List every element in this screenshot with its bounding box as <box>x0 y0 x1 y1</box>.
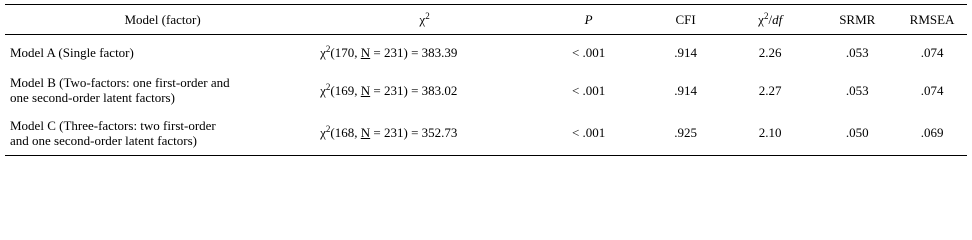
chi-prefix: χ <box>320 82 326 98</box>
cell-chi-square <box>320 35 529 71</box>
cell-p: < .001 <box>571 45 606 60</box>
chi-n: N <box>360 82 371 98</box>
cell-chi-df: 2.27 <box>758 82 782 98</box>
table-row <box>5 35 967 71</box>
chi-sup: 2 <box>325 81 331 92</box>
chi-open: (169, <box>330 82 361 98</box>
header-chidf-df: df <box>772 12 783 27</box>
chi-open: (170, <box>330 45 361 60</box>
model-line-1: Model C (Three-factors: two first-order <box>10 117 216 133</box>
table-row <box>5 110 967 156</box>
header-chi-square <box>320 5 529 35</box>
header-chidf-slash: / <box>768 12 773 27</box>
chi-n: N <box>360 125 371 140</box>
cell-p: < .001 <box>529 110 648 156</box>
header-chi-df <box>723 5 818 35</box>
header-chi-sup: 2 <box>425 11 430 21</box>
model-line-1: Model A (Single factor) <box>10 45 134 60</box>
cell-srmr: .050 <box>817 110 897 156</box>
cell-chi-df: 2.10 <box>723 110 818 156</box>
cell-chi-square <box>320 110 529 156</box>
table-header-row <box>5 5 967 35</box>
header-rmsea: RMSEA <box>897 5 967 35</box>
cell-cfi: .925 <box>648 110 723 156</box>
chi-sup: 2 <box>325 124 331 134</box>
chi-rest: = 231) = 352.73 <box>370 125 458 140</box>
cell-chi-square <box>320 70 529 110</box>
chi-sup: 2 <box>325 44 331 54</box>
chi-open: (168, <box>330 125 361 140</box>
chi-prefix: χ <box>320 45 326 60</box>
model-line-2: and one second-order latent factors) <box>10 132 197 148</box>
header-chi-symbol: χ <box>419 12 426 27</box>
header-p <box>529 5 648 35</box>
cell-rmsea: .069 <box>897 110 967 156</box>
header-p-label: P <box>584 12 593 27</box>
header-chidf-sup: 2 <box>763 11 769 21</box>
table-row <box>5 70 967 110</box>
header-model: Model (factor) <box>5 5 320 35</box>
cell-model <box>5 70 320 110</box>
header-chidf-symbol: χ <box>758 12 764 27</box>
header-srmr: SRMR <box>817 5 897 35</box>
chi-rest: = 231) = 383.02 <box>370 82 458 98</box>
cell-rmsea: .074 <box>920 45 944 60</box>
cell-rmsea: .074 <box>920 82 944 98</box>
cell-chi-df: 2.26 <box>758 45 782 60</box>
cell-srmr: .053 <box>845 82 869 98</box>
header-cfi: CFI <box>648 5 723 35</box>
model-line-1: Model B (Two-factors: one first-order and <box>10 75 230 90</box>
model-fit-table <box>5 4 967 156</box>
chi-prefix: χ <box>320 125 326 140</box>
chi-n: N <box>360 45 371 60</box>
cell-cfi: .914 <box>674 82 697 98</box>
cell-cfi: .914 <box>674 45 697 60</box>
cell-model <box>5 35 320 71</box>
chi-rest: = 231) = 383.39 <box>370 45 458 60</box>
cell-p: < .001 <box>571 82 606 98</box>
cell-srmr: .053 <box>845 45 869 60</box>
cell-model <box>5 110 320 156</box>
model-line-2: one second-order latent factors) <box>10 90 175 105</box>
